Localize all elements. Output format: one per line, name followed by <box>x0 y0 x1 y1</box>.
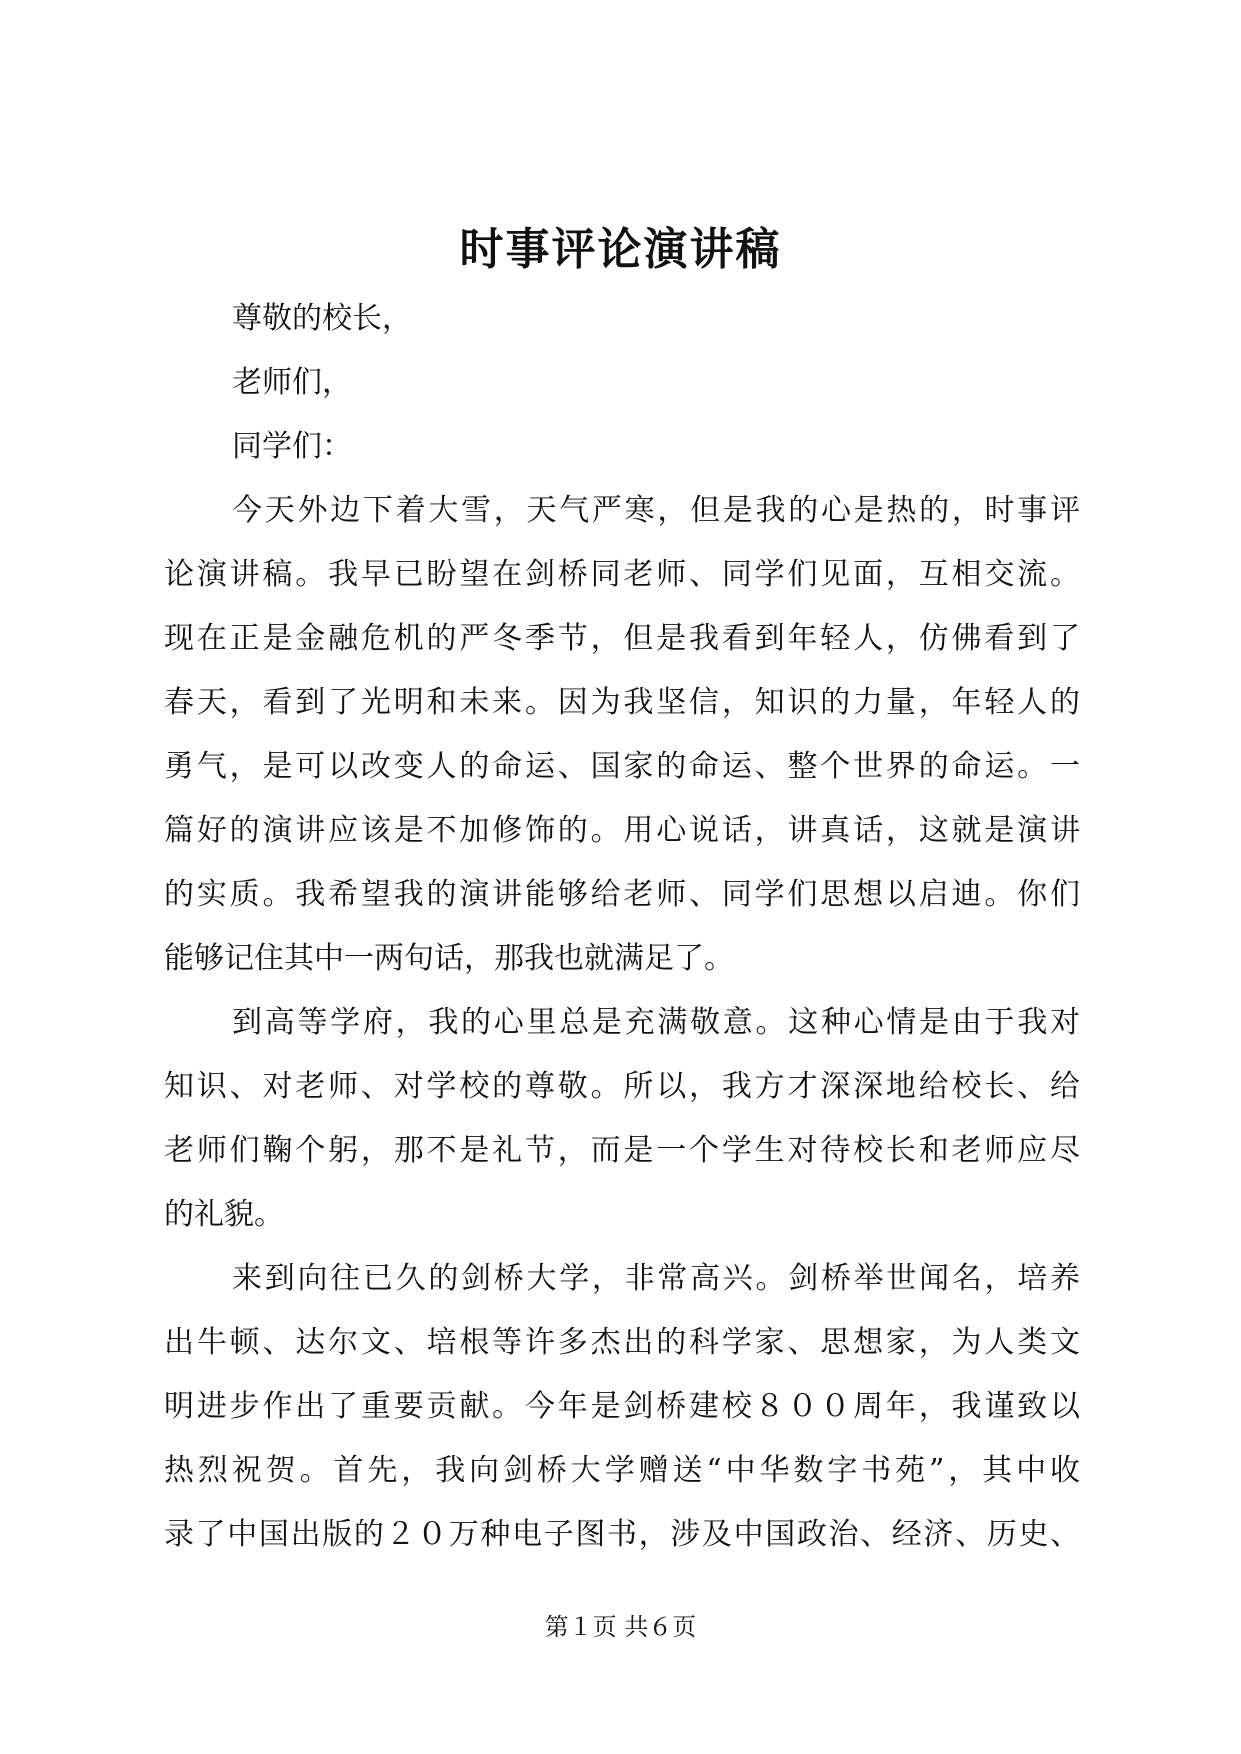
document-title: 时事评论演讲稿 <box>459 224 782 275</box>
paragraph-line: 录了中国出版的２０万种电子图书，涉及中国政治、经济、历史、 <box>164 1517 1080 1552</box>
paragraph-line: 明进步作出了重要贡献。今年是剑桥建校８００周年，我谨致以 <box>164 1389 1080 1424</box>
document-body <box>164 287 1080 1567</box>
paragraph-line: 知识、对老师、对学校的尊敬。所以，我方才深深地给校长、给 <box>164 1069 1080 1104</box>
paragraph-line: 的实质。我希望我的演讲能够给老师、同学们思想以启迪。你们 <box>164 877 1080 912</box>
paragraph-line: 出牛顿、达尔文、培根等许多杰出的科学家、思想家，为人类文 <box>164 1325 1080 1360</box>
greeting-students: 同学们： <box>232 429 352 464</box>
paragraph-3 <box>164 1247 1080 1567</box>
page-number-footer: 第１页 共６页 <box>544 1613 697 1641</box>
paragraph-line: 篇好的演讲应该是不加修饰的。用心说话，讲真话，这就是演讲 <box>164 813 1080 848</box>
paragraph-line: 热烈祝贺。首先，我向剑桥大学赠送“中华数字书苑”，其中收 <box>164 1453 1080 1488</box>
paragraph-2 <box>164 991 1080 1247</box>
paragraph-line: 春天，看到了光明和未来。因为我坚信，知识的力量，年轻人的 <box>164 685 1080 720</box>
greeting-teachers: 老师们， <box>232 365 352 400</box>
paragraph-line: 今天外边下着大雪，天气严寒，但是我的心是热的，时事评 <box>232 493 1080 528</box>
greeting-principal: 尊敬的校长， <box>232 301 412 336</box>
paragraph-line: 勇气，是可以改变人的命运、国家的命运、整个世界的命运。一 <box>164 749 1080 784</box>
paragraph-1 <box>164 479 1080 991</box>
paragraph-line: 的礼貌。 <box>164 1197 284 1232</box>
paragraph-line: 来到向往已久的剑桥大学，非常高兴。剑桥举世闻名，培养 <box>232 1261 1080 1296</box>
paragraph-line: 老师们鞠个躬，那不是礼节，而是一个学生对待校长和老师应尽 <box>164 1133 1080 1168</box>
paragraph-line: 能够记住其中一两句话，那我也就满足了。 <box>164 941 734 976</box>
paragraph-line: 论演讲稿。我早已盼望在剑桥同老师、同学们见面，互相交流。 <box>164 557 1080 592</box>
paragraph-line: 到高等学府，我的心里总是充满敬意。这种心情是由于我对 <box>232 1005 1080 1040</box>
paragraph-line: 现在正是金融危机的严冬季节，但是我看到年轻人，仿佛看到了 <box>164 621 1080 656</box>
